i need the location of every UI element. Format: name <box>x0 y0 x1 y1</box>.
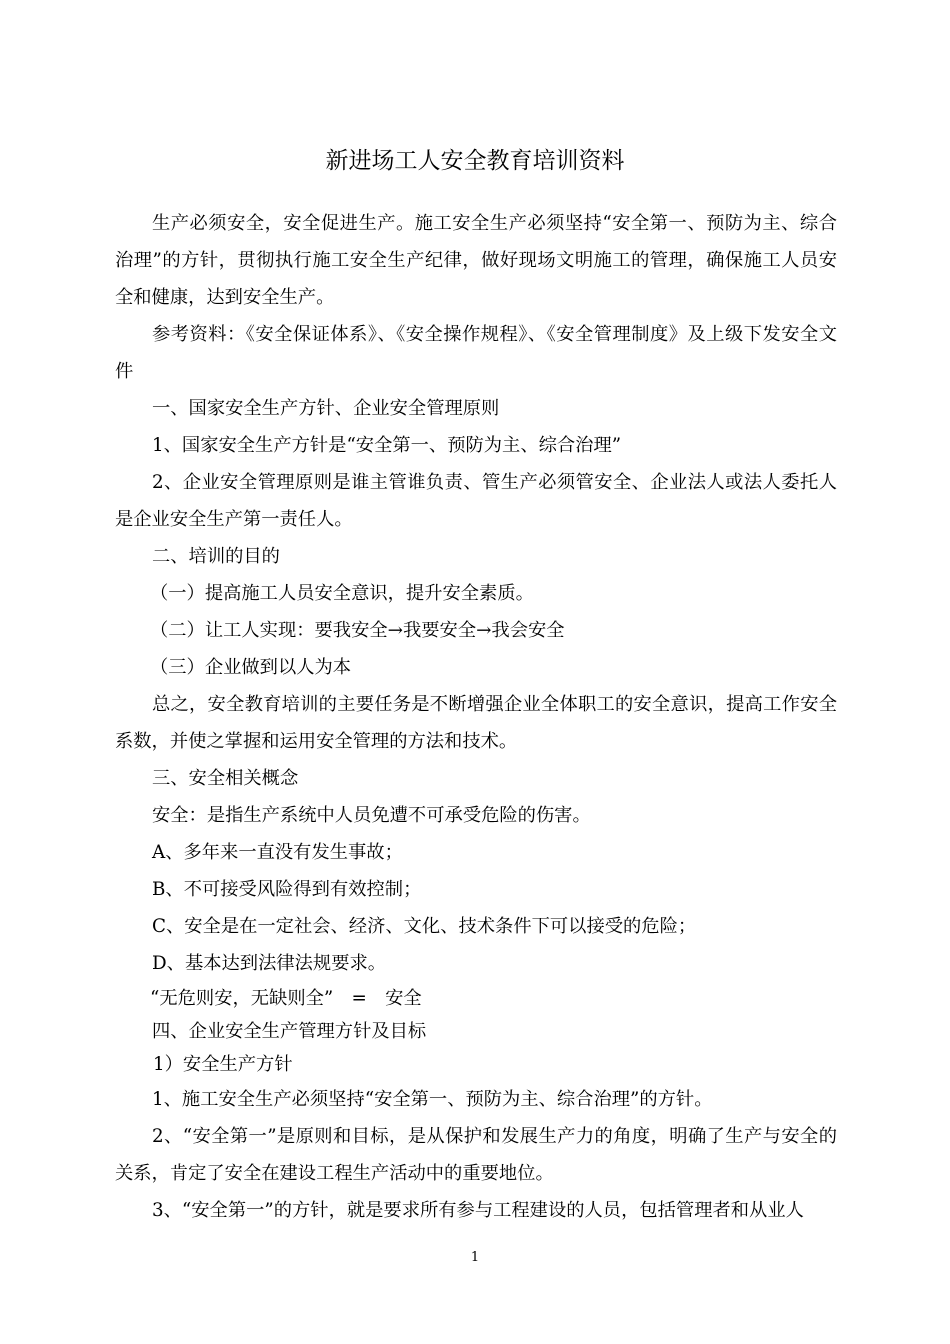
list-item: B、不可接受风险得到有效控制； <box>152 879 422 900</box>
page-number: 1 <box>470 1250 480 1265</box>
document-body <box>115 205 837 1229</box>
list-item: A、多年来一直没有发生事故； <box>152 842 403 863</box>
paragraph: “无危则安，无缺则全” = 安全 <box>150 988 422 1009</box>
paragraph: 安全：是指生产系统中人员免遭不可承受危险的伤害。 <box>152 805 591 826</box>
section-heading-4: 四、企业安全生产管理方针及目标 <box>152 1021 427 1042</box>
list-item: C、安全是在一定社会、经济、文化、技术条件下可以接受的危险； <box>152 916 697 937</box>
sub-heading: 1）安全生产方针 <box>153 1054 293 1075</box>
references-paragraph: 参考资料：《安全保证体系》、《安全操作规程》、《安全管理制度》及上级下发安全文件 <box>115 324 837 382</box>
list-item: （三）企业做到以人为本 <box>150 657 352 678</box>
section-heading-3: 三、安全相关概念 <box>152 768 299 789</box>
list-item: （一）提高施工人员安全意识，提升安全素质。 <box>150 583 534 604</box>
paragraph: 2、企业安全管理原则是谁主管谁负责、管生产必须管安全、企业法人或法人委托人是企业安全生产第一责任人。 <box>115 472 837 530</box>
paragraph: 1、国家安全生产方针是“安全第一、预防为主、综合治理” <box>152 435 622 456</box>
paragraph: 1、施工安全生产必须坚持“安全第一、预防为主、综合治理”的方针。 <box>152 1089 713 1110</box>
list-item: （二）让工人实现：要我安全→我要安全→我会安全 <box>150 620 565 641</box>
paragraph: 3、“安全第一”的方针，就是要求所有参与工程建设的人员，包括管理者和从业人 <box>152 1200 804 1221</box>
summary-paragraph: 总之，安全教育培训的主要任务是不断增强企业全体职工的安全意识，提高工作安全系数，并使之掌握和运用安全管理的方法和技术。 <box>115 694 837 752</box>
section-heading-1: 一、国家安全生产方针、企业安全管理原则 <box>152 398 500 419</box>
paragraph: 2、“安全第一”是原则和目标，是从保护和发展生产力的角度，明确了生产与安全的关系，肯定了安全在建设工程生产活动中的重要地位。 <box>115 1126 837 1184</box>
section-heading-2: 二、培训的目的 <box>152 546 280 567</box>
list-item: D、基本达到法律法规要求。 <box>152 953 387 974</box>
document-title: 新进场工人安全教育培训资料 <box>325 148 625 174</box>
intro-paragraph: 生产必须安全，安全促进生产。施工安全生产必须坚持“安全第一、预防为主、综合治理”的方针，贯彻执行施工安全生产纪律，做好现场文明施工的管理，确保施工人员安全和健康，达到安全生产。 <box>115 213 837 308</box>
